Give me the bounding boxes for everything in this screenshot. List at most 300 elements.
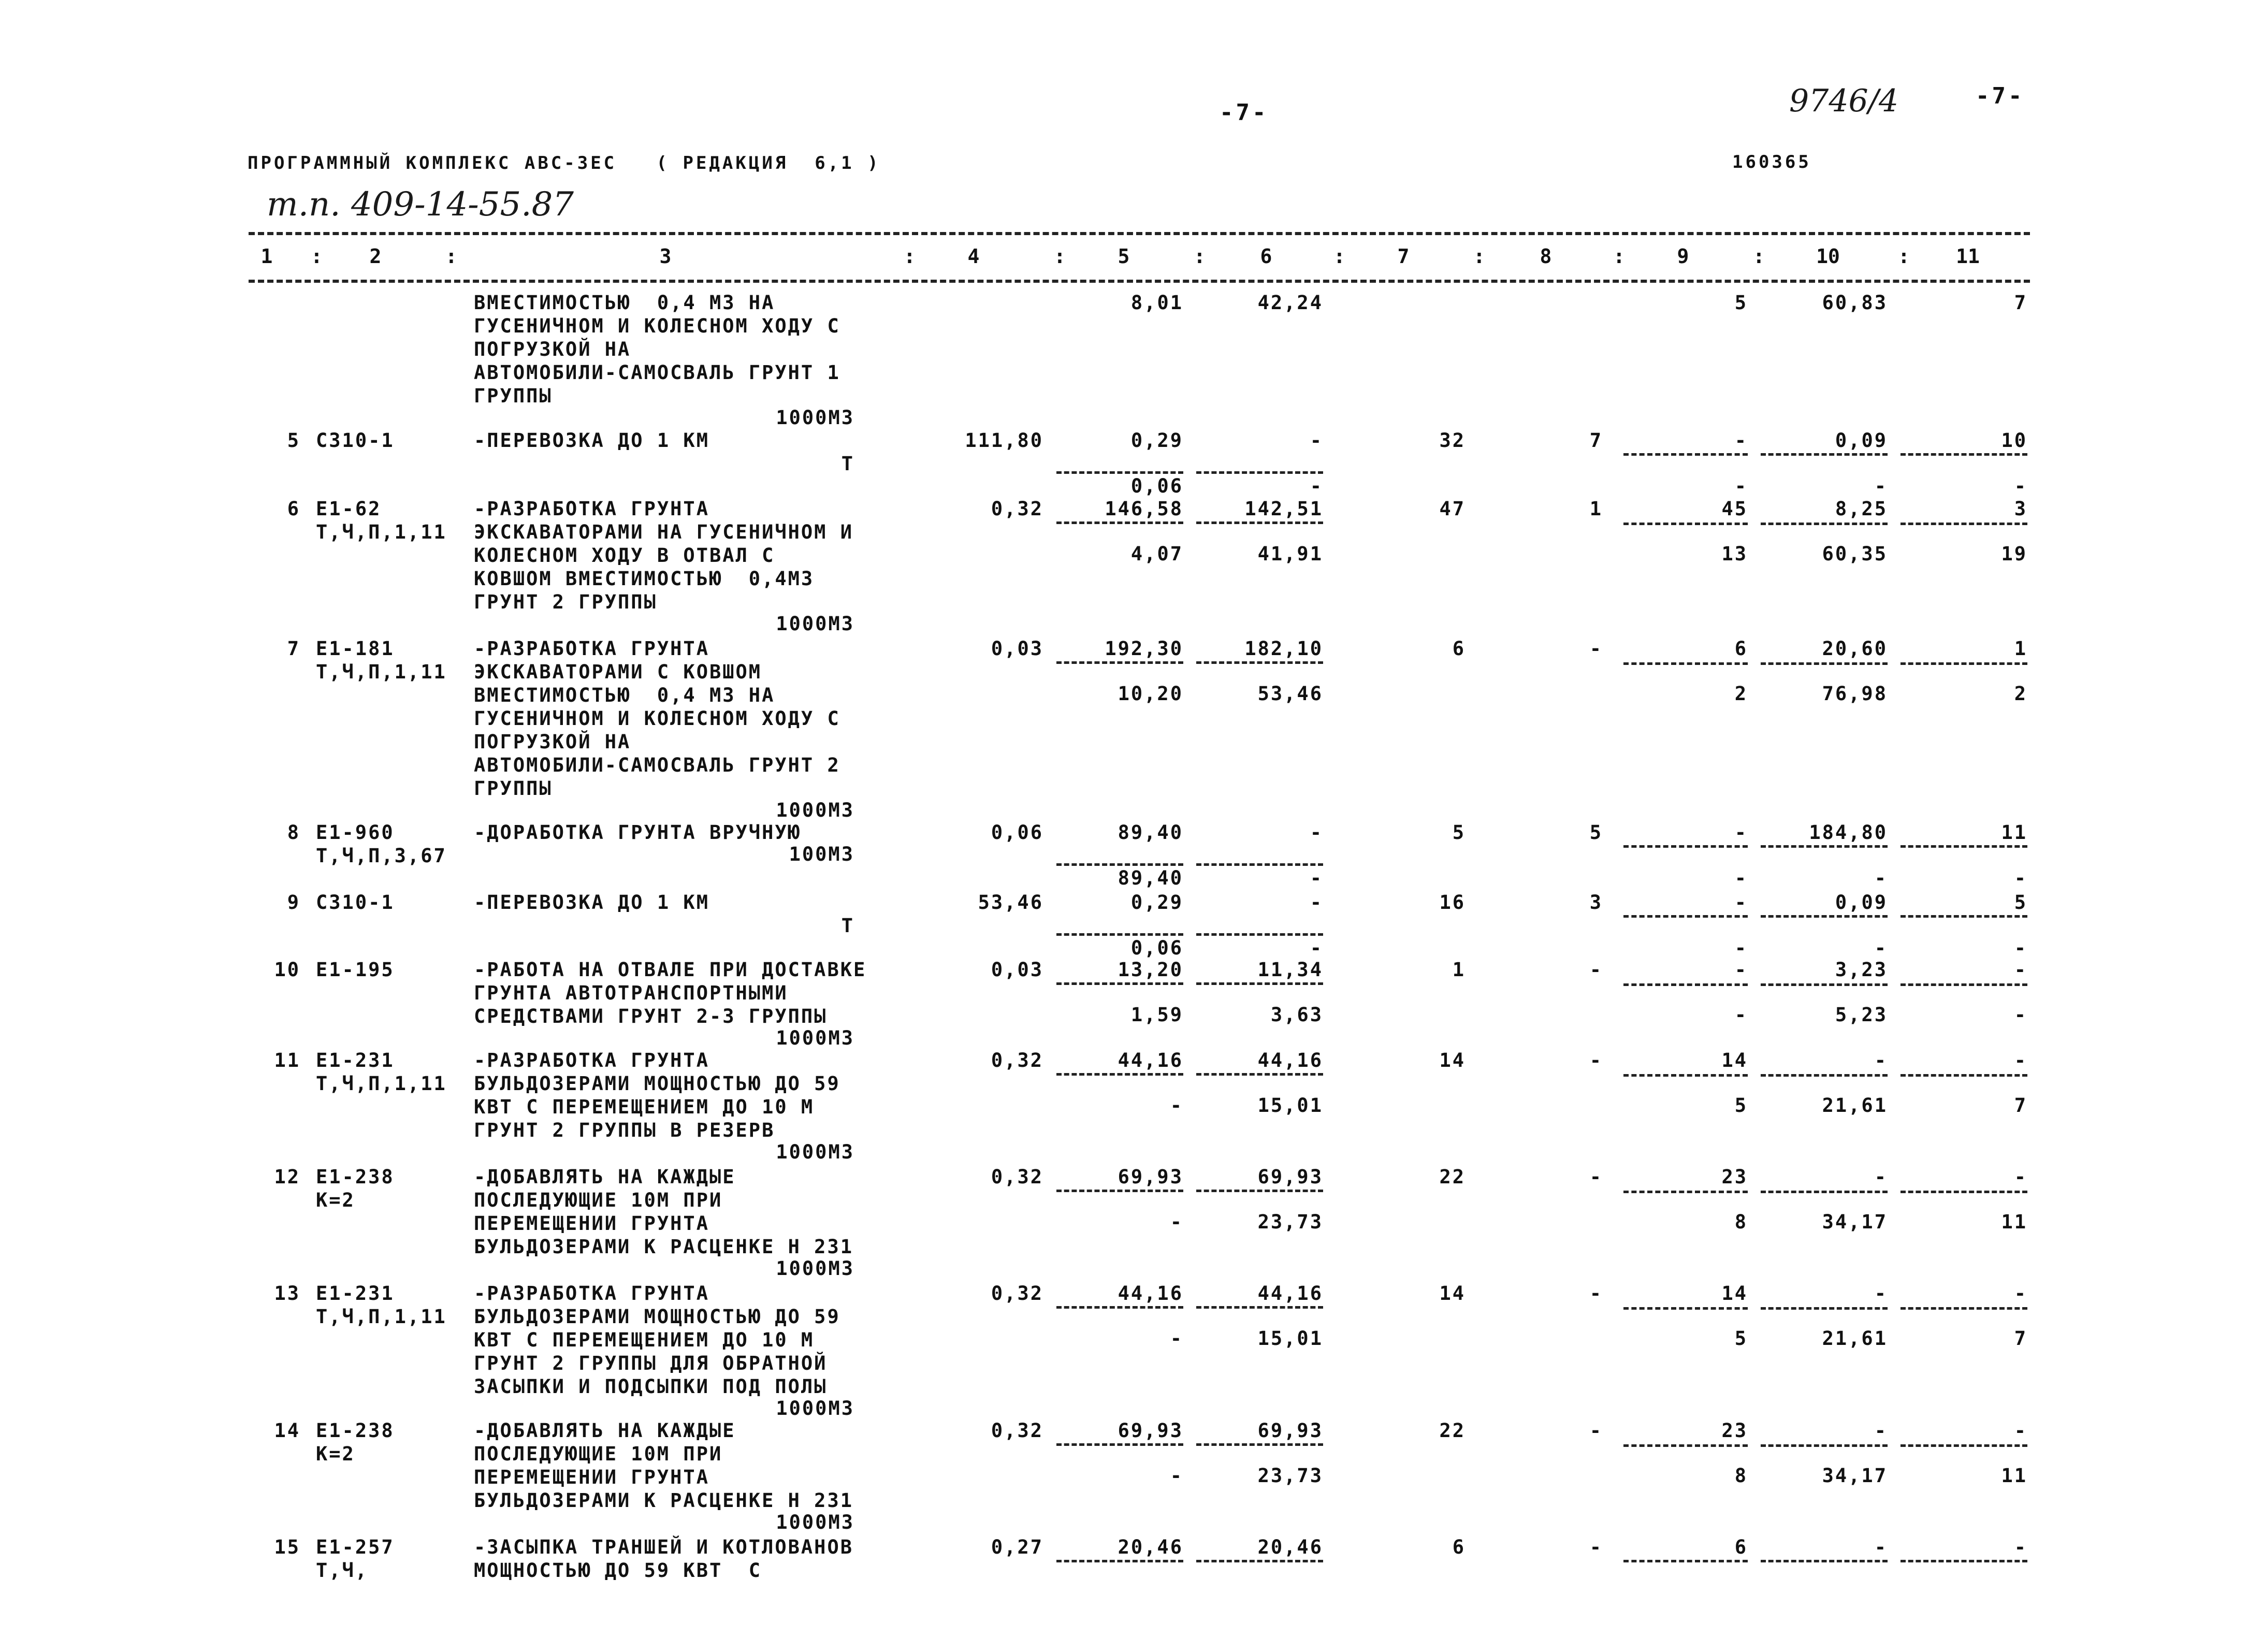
value-separator-line bbox=[1901, 845, 2027, 848]
value-separator-line bbox=[1901, 453, 2027, 456]
c11-value: - bbox=[2014, 1049, 2027, 1071]
unit-of-measure: 1000М3 bbox=[776, 613, 854, 635]
norm-code: Е1-238 bbox=[316, 1166, 395, 1188]
c6-value-second: 23,73 bbox=[1257, 1465, 1323, 1487]
norm-code: Е1-231 bbox=[316, 1282, 395, 1305]
c5-value: 192,30 bbox=[1105, 637, 1183, 660]
col-8-value: 1 bbox=[1589, 498, 1603, 520]
work-description: -ДОБАВЛЯТЬ НА КАЖДЫЕ bbox=[474, 1419, 736, 1442]
value-separator-line bbox=[1901, 1074, 2027, 1077]
c10-value-second: - bbox=[1874, 937, 1888, 959]
col-7-value: 32 bbox=[1439, 429, 1466, 452]
value-separator-line bbox=[1056, 863, 1183, 866]
quantity: 0,32 bbox=[991, 1166, 1043, 1188]
c11-value: 10 bbox=[2001, 429, 2027, 452]
c6-value-second: 15,01 bbox=[1257, 1094, 1323, 1117]
unit-of-measure: 1000М3 bbox=[776, 1027, 854, 1049]
value-separator-line bbox=[1056, 1443, 1183, 1446]
c11-value-second: 11 bbox=[2001, 1211, 2027, 1233]
unit-of-measure: 1000М3 bbox=[776, 1141, 854, 1163]
col-8-value: 3 bbox=[1589, 891, 1603, 914]
c9-value: 23 bbox=[1721, 1166, 1748, 1188]
col-8-value: - bbox=[1589, 1282, 1603, 1305]
norm-code: К=2 bbox=[316, 1189, 355, 1211]
work-description: ЭКСКАВАТОРАМИ С КОВШОМ bbox=[474, 661, 762, 683]
c10-value: 20,60 bbox=[1822, 637, 1888, 660]
c6-value: 69,93 bbox=[1257, 1419, 1323, 1442]
c9-value-second: - bbox=[1734, 1004, 1748, 1026]
value-separator-line bbox=[1623, 662, 1748, 665]
c10-value-second: 60,35 bbox=[1822, 543, 1888, 565]
c5-value-second: 89,40 bbox=[1118, 867, 1183, 889]
c9-value-second: - bbox=[1734, 867, 1748, 889]
quantity: 0,32 bbox=[991, 498, 1043, 520]
value-separator-line bbox=[1056, 471, 1183, 474]
col-8-value: - bbox=[1589, 637, 1603, 660]
row-number: 14 bbox=[274, 1419, 300, 1442]
c6-value: 20,46 bbox=[1257, 1536, 1323, 1558]
unit-of-measure: 1000М3 bbox=[776, 407, 854, 429]
c10-value: 8,25 bbox=[1835, 498, 1888, 520]
value-separator-line bbox=[1623, 845, 1748, 848]
c6-value: 182,10 bbox=[1244, 637, 1323, 660]
norm-code: Т,Ч, bbox=[316, 1559, 369, 1582]
c11-value: - bbox=[2014, 1536, 2027, 1558]
quantity: 0,32 bbox=[991, 1282, 1043, 1305]
work-description: -РАЗРАБОТКА ГРУНТА bbox=[474, 637, 709, 660]
c9-value-second: 5 bbox=[1734, 1327, 1748, 1350]
work-description: СРЕДСТВАМИ ГРУНТ 2-3 ГРУППЫ bbox=[474, 1005, 828, 1027]
row-number: 10 bbox=[274, 959, 300, 981]
quantity: 0,03 bbox=[991, 637, 1043, 660]
value-separator-line bbox=[1623, 915, 1748, 918]
c11-value-second: 7 bbox=[2014, 1327, 2027, 1350]
work-description: -РАЗРАБОТКА ГРУНТА bbox=[474, 1282, 709, 1305]
unit-of-measure: 1000М3 bbox=[776, 1257, 854, 1280]
column-header-2: 2 bbox=[369, 245, 382, 268]
col-8-value: - bbox=[1589, 1419, 1603, 1442]
c9-value: 6 bbox=[1734, 637, 1748, 660]
row-number: 5 bbox=[287, 429, 300, 452]
value-separator-line bbox=[1901, 1307, 2027, 1310]
work-description: ВМЕСТИМОСТЬЮ 0,4 М3 НА bbox=[474, 684, 775, 706]
col-7-value: 22 bbox=[1439, 1419, 1466, 1442]
value-separator-line bbox=[1761, 915, 1888, 918]
c10-value: - bbox=[1874, 1419, 1888, 1442]
column-header-4: 4 bbox=[967, 245, 980, 268]
c9-value-second: 5 bbox=[1734, 1094, 1748, 1117]
c5-value-second: 1,59 bbox=[1130, 1004, 1183, 1026]
value-separator-line bbox=[1056, 982, 1183, 985]
c6-value-second: 53,46 bbox=[1257, 683, 1323, 705]
column-header-7: 7 bbox=[1397, 245, 1410, 268]
norm-code: Т,Ч,П,1,11 bbox=[316, 1306, 447, 1328]
c6-value: - bbox=[1310, 821, 1323, 844]
value-separator-line bbox=[1901, 983, 2027, 986]
unit-of-measure: 1000М3 bbox=[776, 1511, 854, 1533]
c10-value: - bbox=[1874, 1536, 1888, 1558]
value-separator-line bbox=[1196, 982, 1323, 985]
value-separator-line bbox=[1196, 933, 1323, 936]
norm-code: Е1-960 bbox=[316, 821, 395, 844]
c10-value-second: - bbox=[1874, 475, 1888, 497]
column-separator: : bbox=[1194, 245, 1206, 268]
work-description: -ПЕРЕВОЗКА ДО 1 КМ bbox=[474, 891, 709, 914]
norm-code: С310-1 bbox=[316, 429, 395, 452]
norm-code: Т,Ч,П,3,67 bbox=[316, 845, 447, 867]
norm-code: Е1-257 bbox=[316, 1536, 395, 1558]
norm-code: Е1-231 bbox=[316, 1049, 395, 1071]
c9-value: 45 bbox=[1721, 498, 1748, 520]
c10-value-second: - bbox=[1874, 867, 1888, 889]
col-8-value: 7 bbox=[1589, 429, 1603, 452]
quantity: 0,06 bbox=[991, 821, 1043, 844]
norm-code: Е1-62 bbox=[316, 498, 382, 520]
handwritten-project-number: т.п. 409-14-55.87 bbox=[267, 185, 574, 224]
column-header-9: 9 bbox=[1677, 245, 1689, 268]
c5-value-second: 10,20 bbox=[1118, 683, 1183, 705]
c11-value: - bbox=[2014, 1282, 2027, 1305]
c6-value-second: 15,01 bbox=[1257, 1327, 1323, 1350]
work-description: ВМЕСТИМОСТЬЮ 0,4 М3 НА bbox=[474, 292, 775, 314]
column-header-8: 8 bbox=[1540, 245, 1552, 268]
value-separator-line bbox=[1761, 1444, 1888, 1447]
c6-value-second: - bbox=[1310, 475, 1323, 497]
norm-code: Т,Ч,П,1,11 bbox=[316, 1073, 447, 1095]
c11-value: 5 bbox=[2014, 891, 2027, 914]
col-7-value: 6 bbox=[1452, 637, 1466, 660]
c11-value: 3 bbox=[2014, 498, 2027, 520]
work-description: ГРУНТ 2 ГРУППЫ bbox=[474, 591, 657, 613]
c5-value: 20,46 bbox=[1118, 1536, 1183, 1558]
work-description: ГРУНТ 2 ГРУППЫ ДЛЯ ОБРАТНОЙ bbox=[474, 1352, 828, 1374]
c5-value: 0,29 bbox=[1130, 429, 1183, 452]
norm-code: К=2 bbox=[316, 1443, 355, 1465]
value-separator-line bbox=[1761, 1560, 1888, 1562]
c11-value-second: 2 bbox=[2014, 683, 2027, 705]
c5-value: 8,01 bbox=[1130, 292, 1183, 314]
value-separator-line bbox=[1761, 1191, 1888, 1193]
work-description: ЗАСЫПКИ И ПОДСЫПКИ ПОД ПОЛЫ bbox=[474, 1375, 828, 1398]
column-header-6: 6 bbox=[1260, 245, 1272, 268]
value-separator-line bbox=[1761, 453, 1888, 456]
c5-value-second: - bbox=[1170, 1465, 1183, 1487]
c5-value: 13,20 bbox=[1118, 959, 1183, 981]
work-description: ГРУНТА АВТОТРАНСПОРТНЫМИ bbox=[474, 982, 788, 1004]
row-number: 6 bbox=[287, 498, 300, 520]
c9-value: 6 bbox=[1734, 1536, 1748, 1558]
c9-value: - bbox=[1734, 821, 1748, 844]
header-rule-top bbox=[249, 232, 2030, 235]
c5-value-second: - bbox=[1170, 1094, 1183, 1117]
value-separator-line bbox=[1196, 1306, 1323, 1309]
value-separator-line bbox=[1623, 523, 1748, 525]
norm-code: С310-1 bbox=[316, 891, 395, 914]
c9-value-second: 2 bbox=[1734, 683, 1748, 705]
c5-value: 0,29 bbox=[1130, 891, 1183, 914]
value-separator-line bbox=[1761, 1307, 1888, 1310]
work-description: КОВШОМ ВМЕСТИМОСТЬЮ 0,4М3 bbox=[474, 568, 815, 590]
work-description: ГУСЕНИЧНОМ И КОЛЕСНОМ ХОДУ С bbox=[474, 707, 840, 730]
col-7-value: 5 bbox=[1452, 821, 1466, 844]
c11-value: 11 bbox=[2001, 821, 2027, 844]
row-number: 15 bbox=[274, 1536, 300, 1558]
value-separator-line bbox=[1056, 933, 1183, 936]
col-7-value: 1 bbox=[1452, 959, 1466, 981]
col-7-value: 16 bbox=[1439, 891, 1466, 914]
c10-value: 60,83 bbox=[1822, 292, 1888, 314]
work-description: АВТОМОБИЛИ-САМОСВАЛЬ ГРУНТ 2 bbox=[474, 754, 840, 776]
norm-code: Т,Ч,П,1,11 bbox=[316, 521, 447, 543]
c10-value: - bbox=[1874, 1282, 1888, 1305]
col-8-value: - bbox=[1589, 1536, 1603, 1558]
c10-value-second: 5,23 bbox=[1835, 1004, 1888, 1026]
quantity: 0,32 bbox=[991, 1049, 1043, 1071]
work-description: -РАЗРАБОТКА ГРУНТА bbox=[474, 498, 709, 520]
c9-value-second: 13 bbox=[1721, 543, 1748, 565]
value-separator-line bbox=[1056, 1560, 1183, 1562]
work-description: БУЛЬДОЗЕРАМИ К РАСЦЕНКЕ Н 231 bbox=[474, 1236, 854, 1258]
value-separator-line bbox=[1056, 1190, 1183, 1192]
c10-value-second: 21,61 bbox=[1822, 1327, 1888, 1350]
c6-value-second: 23,73 bbox=[1257, 1211, 1323, 1233]
value-separator-line bbox=[1623, 453, 1748, 456]
work-description: -РАБОТА НА ОТВАЛЕ ПРИ ДОСТАВКЕ bbox=[474, 959, 867, 981]
value-separator-line bbox=[1901, 915, 2027, 918]
column-separator: : bbox=[1333, 245, 1345, 268]
c9-value-second: 8 bbox=[1734, 1465, 1748, 1487]
c5-value-second: 0,06 bbox=[1130, 475, 1183, 497]
value-separator-line bbox=[1761, 1074, 1888, 1077]
value-separator-line bbox=[1196, 1190, 1323, 1192]
c6-value: 69,93 bbox=[1257, 1166, 1323, 1188]
value-separator-line bbox=[1196, 1560, 1323, 1562]
c5-value: 69,93 bbox=[1118, 1419, 1183, 1442]
c6-value-second: 3,63 bbox=[1270, 1004, 1323, 1026]
c11-value-second: - bbox=[2014, 1004, 2027, 1026]
c6-value-second: - bbox=[1310, 867, 1323, 889]
value-separator-line bbox=[1196, 471, 1323, 474]
value-separator-line bbox=[1623, 1191, 1748, 1193]
value-separator-line bbox=[1901, 1191, 2027, 1193]
c6-value: - bbox=[1310, 429, 1323, 452]
norm-code: Т,Ч,П,1,11 bbox=[316, 661, 447, 683]
column-separator: : bbox=[1753, 245, 1765, 268]
work-description: -ДОБАВЛЯТЬ НА КАЖДЫЕ bbox=[474, 1166, 736, 1188]
col-7-value: 14 bbox=[1439, 1049, 1466, 1071]
value-separator-line bbox=[1761, 523, 1888, 525]
work-description: -ЗАСЫПКА ТРАНШЕЙ И КОТЛОВАНОВ bbox=[474, 1536, 854, 1558]
col-7-value: 47 bbox=[1439, 498, 1466, 520]
c9-value: 5 bbox=[1734, 292, 1748, 314]
c10-value: - bbox=[1874, 1049, 1888, 1071]
work-description: МОЩНОСТЬЮ ДО 59 КВТ С bbox=[474, 1559, 762, 1582]
column-header-row bbox=[0, 245, 2263, 271]
c5-value: 44,16 bbox=[1118, 1049, 1183, 1071]
value-separator-line bbox=[1623, 1074, 1748, 1077]
column-separator: : bbox=[1898, 245, 1910, 268]
column-separator: : bbox=[1613, 245, 1625, 268]
column-separator: : bbox=[445, 245, 457, 268]
c9-value-second: 8 bbox=[1734, 1211, 1748, 1233]
c5-value-second: 4,07 bbox=[1130, 543, 1183, 565]
c10-value: 184,80 bbox=[1809, 821, 1888, 844]
column-separator: : bbox=[1473, 245, 1485, 268]
c11-value: - bbox=[2014, 1166, 2027, 1188]
page-mark-right: -7- bbox=[1976, 83, 2025, 109]
value-separator-line bbox=[1196, 1443, 1323, 1446]
c6-value-second: - bbox=[1310, 937, 1323, 959]
work-description: ГРУППЫ bbox=[474, 777, 553, 800]
c11-value: 1 bbox=[2014, 637, 2027, 660]
c10-value-second: 21,61 bbox=[1822, 1094, 1888, 1117]
c5-value-second: 0,06 bbox=[1130, 937, 1183, 959]
c5-value-second: - bbox=[1170, 1327, 1183, 1350]
value-separator-line bbox=[1901, 1560, 2027, 1562]
work-description: ГРУНТ 2 ГРУППЫ В РЕЗЕРВ bbox=[474, 1119, 775, 1141]
work-description: ПОСЛЕДУЮЩИЕ 10М ПРИ bbox=[474, 1443, 723, 1465]
column-separator: : bbox=[904, 245, 916, 268]
row-number: 11 bbox=[274, 1049, 300, 1071]
c9-value: 23 bbox=[1721, 1419, 1748, 1442]
col-7-value: 14 bbox=[1439, 1282, 1466, 1305]
c5-value: 146,58 bbox=[1105, 498, 1183, 520]
c9-value: - bbox=[1734, 959, 1748, 981]
c6-value: 42,24 bbox=[1257, 292, 1323, 314]
col-7-value: 22 bbox=[1439, 1166, 1466, 1188]
value-separator-line bbox=[1761, 983, 1888, 986]
c9-value-second: - bbox=[1734, 475, 1748, 497]
c6-value-second: 41,91 bbox=[1257, 543, 1323, 565]
c10-value: 0,09 bbox=[1835, 429, 1888, 452]
c9-value: - bbox=[1734, 429, 1748, 452]
c10-value-second: 34,17 bbox=[1822, 1211, 1888, 1233]
column-header-5: 5 bbox=[1118, 245, 1130, 268]
unit-of-measure: Т bbox=[841, 453, 854, 475]
col-8-value: - bbox=[1589, 1166, 1603, 1188]
work-description: БУЛЬДОЗЕРАМИ К РАСЦЕНКЕ Н 231 bbox=[474, 1489, 854, 1512]
col-8-value: - bbox=[1589, 959, 1603, 981]
value-separator-line bbox=[1056, 661, 1183, 664]
c11-value-second: - bbox=[2014, 475, 2027, 497]
c5-value: 44,16 bbox=[1118, 1282, 1183, 1305]
c9-value: 14 bbox=[1721, 1282, 1748, 1305]
work-description: ПОГРУЗКОЙ НА bbox=[474, 731, 631, 753]
row-number: 7 bbox=[287, 637, 300, 660]
unit-of-measure: 1000М3 bbox=[776, 799, 854, 821]
value-separator-line bbox=[1623, 1307, 1748, 1310]
work-description: ПОСЛЕДУЮЩИЕ 10М ПРИ bbox=[474, 1189, 723, 1211]
col-8-value: 5 bbox=[1589, 821, 1603, 844]
column-header-11: 11 bbox=[1956, 245, 1980, 268]
value-separator-line bbox=[1056, 1306, 1183, 1309]
norm-code: Е1-181 bbox=[316, 637, 395, 660]
c9-value: 14 bbox=[1721, 1049, 1748, 1071]
work-description: ЭКСКАВАТОРАМИ НА ГУСЕНИЧНОМ И bbox=[474, 521, 854, 543]
work-description: -ДОРАБОТКА ГРУНТА ВРУЧНУЮ bbox=[474, 821, 801, 844]
c11-value-second: - bbox=[2014, 867, 2027, 889]
work-description: БУЛЬДОЗЕРАМИ МОЩНОСТЬЮ ДО 59 bbox=[474, 1306, 840, 1328]
c6-value: 142,51 bbox=[1244, 498, 1323, 520]
value-separator-line bbox=[1623, 1444, 1748, 1447]
norm-code: Е1-195 bbox=[316, 959, 395, 981]
c5-value: 89,40 bbox=[1118, 821, 1183, 844]
unit-of-measure: 1000М3 bbox=[776, 1397, 854, 1419]
value-separator-line bbox=[1196, 521, 1323, 524]
c6-value: 11,34 bbox=[1257, 959, 1323, 981]
work-description: ПЕРЕМЕЩЕНИИ ГРУНТА bbox=[474, 1466, 709, 1488]
work-description: АВТОМОБИЛИ-САМОСВАЛЬ ГРУНТ 1 bbox=[474, 361, 840, 384]
row-number: 9 bbox=[287, 891, 300, 914]
quantity: 53,46 bbox=[978, 891, 1043, 914]
value-separator-line bbox=[1196, 1073, 1323, 1076]
column-header-3: 3 bbox=[659, 245, 672, 268]
quantity: 0,27 bbox=[991, 1536, 1043, 1558]
quantity: 0,03 bbox=[991, 959, 1043, 981]
value-separator-line bbox=[1056, 521, 1183, 524]
c11-value-second: 11 bbox=[2001, 1465, 2027, 1487]
value-separator-line bbox=[1623, 983, 1748, 986]
c11-value: 7 bbox=[2014, 292, 2027, 314]
work-description: ПЕРЕМЕЩЕНИИ ГРУНТА bbox=[474, 1212, 709, 1235]
c10-value-second: 76,98 bbox=[1822, 683, 1888, 705]
column-header-10: 10 bbox=[1816, 245, 1840, 268]
quantity: 111,80 bbox=[965, 429, 1043, 452]
unit-of-measure: Т bbox=[841, 915, 854, 937]
c11-value: - bbox=[2014, 959, 2027, 981]
row-number: 13 bbox=[274, 1282, 300, 1305]
code-number: 160365 bbox=[1732, 152, 1811, 172]
value-separator-line bbox=[1761, 662, 1888, 665]
value-separator-line bbox=[1901, 523, 2027, 525]
column-separator: : bbox=[311, 245, 323, 268]
work-description: КОЛЕСНОМ ХОДУ В ОТВАЛ С bbox=[474, 544, 775, 567]
work-description: ГУСЕНИЧНОМ И КОЛЕСНОМ ХОДУ С bbox=[474, 315, 840, 337]
c9-value-second: - bbox=[1734, 937, 1748, 959]
c5-value: 69,93 bbox=[1118, 1166, 1183, 1188]
c11-value-second: 7 bbox=[2014, 1094, 2027, 1117]
c6-value: 44,16 bbox=[1257, 1049, 1323, 1071]
col-7-value: 6 bbox=[1452, 1536, 1466, 1558]
c9-value: - bbox=[1734, 891, 1748, 914]
value-separator-line bbox=[1623, 1560, 1748, 1562]
norm-code: Е1-238 bbox=[316, 1419, 395, 1442]
work-description: -ПЕРЕВОЗКА ДО 1 КМ bbox=[474, 429, 709, 452]
program-title: ПРОГРАММНЫЙ КОМПЛЕКС АВС-ЗЕС ( РЕДАКЦИЯ 6,1 ) bbox=[248, 153, 881, 173]
value-separator-line bbox=[1901, 1444, 2027, 1447]
handwritten-number: 9746/4 bbox=[1789, 83, 1899, 119]
work-description: ПОГРУЗКОЙ НА bbox=[474, 338, 631, 360]
quantity: 0,32 bbox=[991, 1419, 1043, 1442]
value-separator-line bbox=[1056, 1073, 1183, 1076]
c10-value: 0,09 bbox=[1835, 891, 1888, 914]
page-mark-center: -7- bbox=[1220, 99, 1269, 126]
work-description: -РАЗРАБОТКА ГРУНТА bbox=[474, 1049, 709, 1071]
c11-value-second: 19 bbox=[2001, 543, 2027, 565]
value-separator-line bbox=[1196, 661, 1323, 664]
unit-of-measure: 100М3 bbox=[789, 843, 854, 865]
column-header-1: 1 bbox=[260, 245, 273, 268]
col-8-value: - bbox=[1589, 1049, 1603, 1071]
work-description: ГРУППЫ bbox=[474, 385, 553, 407]
column-separator: : bbox=[1054, 245, 1066, 268]
value-separator-line bbox=[1901, 662, 2027, 665]
c6-value: - bbox=[1310, 891, 1323, 914]
c10-value: - bbox=[1874, 1166, 1888, 1188]
c11-value-second: - bbox=[2014, 937, 2027, 959]
value-separator-line bbox=[1761, 845, 1888, 848]
c6-value: 44,16 bbox=[1257, 1282, 1323, 1305]
